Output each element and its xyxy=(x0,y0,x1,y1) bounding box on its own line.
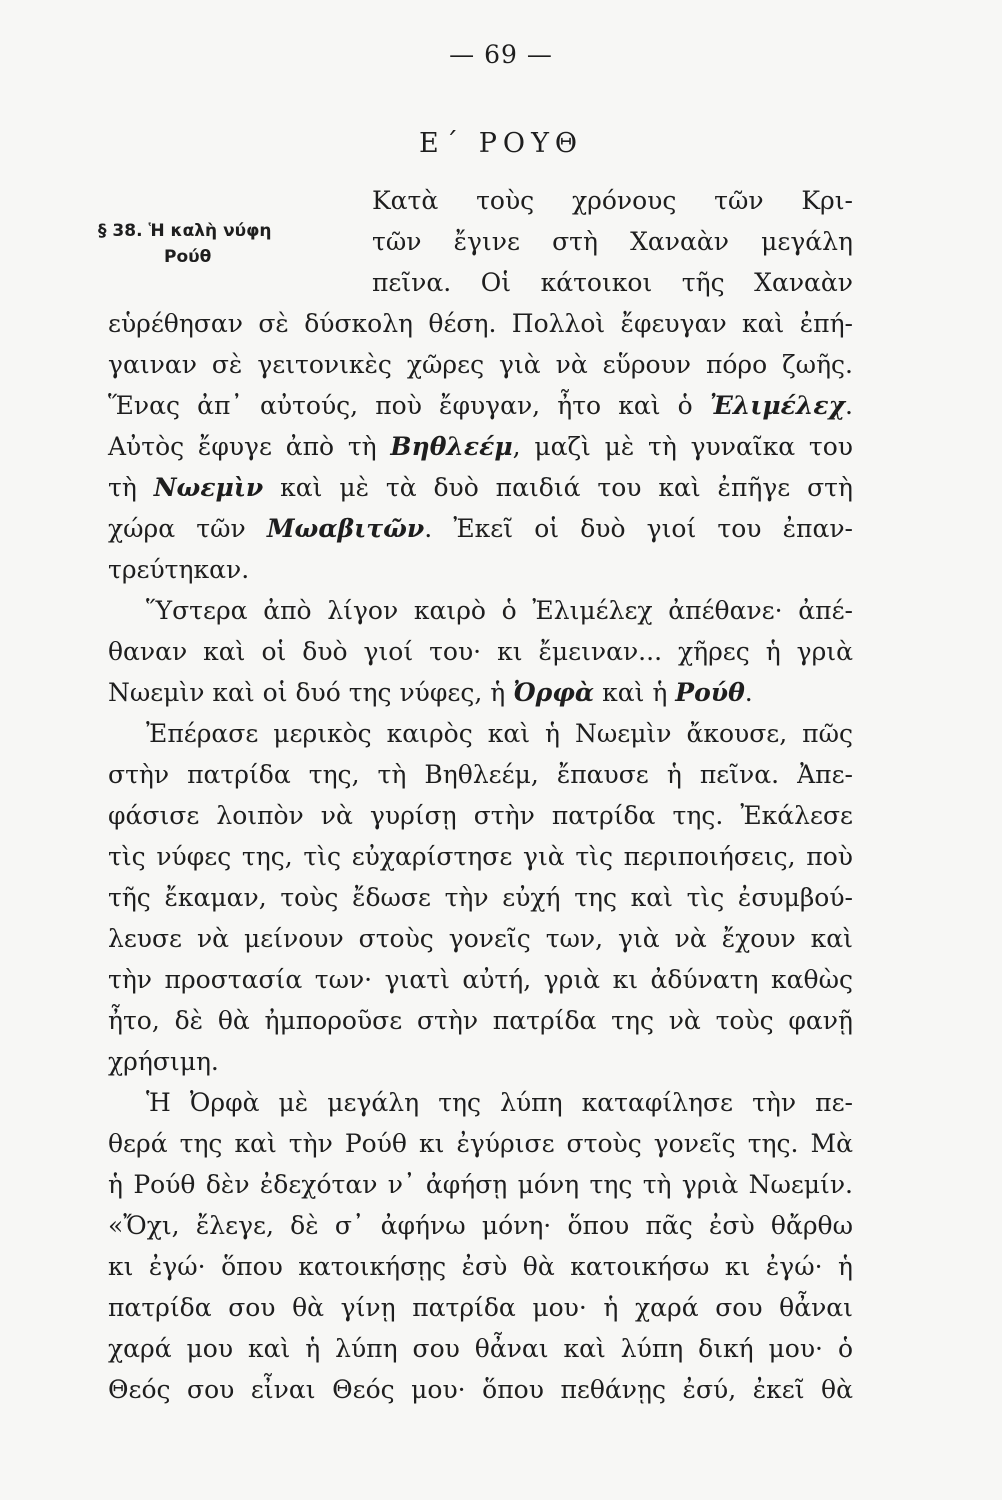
proper-name: Βηθλεέμ xyxy=(390,432,513,461)
text-segment: χρήσιμη. xyxy=(108,1047,219,1076)
page-number: — 69 — xyxy=(449,40,553,69)
text-line xyxy=(108,672,853,713)
text-segment: Ἐπέρασε μερικὸς καιρὸς καὶ ἡ Νωεμὶν ἄκουσε, πῶς xyxy=(146,719,853,748)
text-line xyxy=(108,1123,853,1164)
text-segment: ἡ Ρούθ δὲν ἐδεχόταν ν᾽ ἀφήσῃ μόνη της τὴ γριὰ Νωεμίν. xyxy=(108,1170,853,1199)
text-segment: τρεύτηκαν. xyxy=(108,555,250,584)
text-line xyxy=(108,1000,853,1041)
text-line xyxy=(108,303,853,344)
text-segment: . xyxy=(744,678,753,707)
text-segment: καὶ ἡ xyxy=(594,678,676,707)
intro-line: πεῖνα. Οἱ κάτοικοι τῆς Χαναὰν xyxy=(372,268,853,297)
text-segment: Θεός σου εἶναι Θεός μου· ὅπου πεθάνῃς ἐσύ, ἐκεῖ θὰ xyxy=(108,1375,853,1404)
section-heading xyxy=(98,218,368,270)
proper-name: Ὀρφὰ xyxy=(513,678,595,707)
text-line xyxy=(108,549,853,590)
text-segment: Νωεμὶν καὶ οἱ δυό της νύφες, ἡ xyxy=(108,678,514,707)
text-segment: γαιναν σὲ γειτονικὲς χῶρες γιὰ νὰ εὕρουν πόρο ζωῆς. xyxy=(108,350,853,379)
intro-paragraph xyxy=(372,180,853,303)
text-line xyxy=(108,344,853,385)
text-segment: φάσισε λοιπὸν νὰ γυρίσῃ στὴν πατρίδα της. Ἐκάλεσε xyxy=(108,801,853,830)
text-line xyxy=(108,754,853,795)
text-segment: πατρίδα σου θὰ γίνῃ πατρίδα μου· ἡ χαρά σου θἆναι xyxy=(108,1293,853,1322)
text-line xyxy=(108,1205,853,1246)
text-segment: τὴν προστασία των· γιατὶ αὐτή, γριὰ κι ἀδύνατη καθὼς xyxy=(108,965,853,994)
intro-line: τῶν ἔγινε στὴ Χαναὰν μεγάλη xyxy=(372,227,853,256)
text-segment: κι ἐγώ· ὅπου κατοικήσῃς ἐσὺ θὰ κατοικήσω κι ἐγώ· ἡ xyxy=(108,1252,853,1281)
proper-name: Νωεμὶν xyxy=(153,473,264,502)
text-segment: χώρα τῶν xyxy=(108,514,267,543)
text-segment: Ἕνας ἀπ᾽ αὐτούς, ποὺ ἔφυγαν, ἦτο καὶ ὁ xyxy=(108,391,710,420)
text-line xyxy=(108,1246,853,1287)
text-segment: χαρά μου καὶ ἡ λύπη σου θἆναι καὶ λύπη δική μου· ὁ xyxy=(108,1334,853,1363)
text-segment: . xyxy=(845,391,853,420)
text-segment: τὴ xyxy=(108,473,154,502)
text-line xyxy=(108,590,853,631)
text-line xyxy=(108,918,853,959)
text-segment: εὑρέθησαν σὲ δύσκολη θέση. Πολλοὶ ἔφευγαν καὶ ἐπή- xyxy=(108,309,853,338)
proper-name: Ἐλιμέλεχ xyxy=(709,391,846,420)
text-line xyxy=(108,1287,853,1328)
text-segment: θερά της καὶ τὴν Ρούθ κι ἐγύρισε στοὺς γονεῖς της. Μὰ xyxy=(108,1129,853,1158)
text-segment: καὶ μὲ τὰ δυὸ παιδιά του καὶ ἐπῆγε στὴ xyxy=(263,473,853,502)
text-segment: στὴν πατρίδα της, τὴ Βηθλεέμ, ἔπαυσε ἡ πεῖνα. Ἀπε- xyxy=(108,760,853,789)
text-segment: λευσε νὰ μείνουν στοὺς γονεῖς των, γιὰ νὰ ἔχουν καὶ xyxy=(108,924,853,953)
body-text xyxy=(108,303,853,1410)
section-heading-line-2: Ρούθ xyxy=(164,247,212,267)
text-segment: . Ἐκεῖ οἱ δυὸ γιοί του ἐπαν- xyxy=(424,514,854,543)
text-segment: ἦτο, δὲ θὰ ἠμποροῦσε στὴν πατρίδα της νὰ τοὺς φανῇ xyxy=(108,1006,853,1035)
text-segment: , μαζὶ μὲ τὴ γυναῖκα του xyxy=(512,432,853,461)
text-line xyxy=(108,1164,853,1205)
text-line xyxy=(108,959,853,1000)
text-segment: Αὐτὸς ἔφυγε ἀπὸ τὴ xyxy=(108,432,391,461)
text-line xyxy=(108,426,853,467)
text-line xyxy=(108,1369,853,1410)
text-line xyxy=(108,836,853,877)
text-line xyxy=(108,1328,853,1369)
proper-name: Μωαβιτῶν xyxy=(266,514,425,543)
text-line xyxy=(108,1041,853,1082)
text-segment: «Ὄχι, ἔλεγε, δὲ σ᾽ ἀφήνω μόνη· ὅπου πᾶς ἐσὺ θἄρθω xyxy=(108,1211,853,1240)
proper-name: Ρούθ xyxy=(675,678,745,707)
text-line xyxy=(108,795,853,836)
text-line xyxy=(108,385,853,426)
text-line xyxy=(108,508,853,549)
intro-line: Κατὰ τοὺς χρόνους τῶν Κρι- xyxy=(372,186,853,215)
text-line xyxy=(108,1082,853,1123)
text-line xyxy=(108,877,853,918)
text-line xyxy=(108,467,853,508)
text-segment: Ἡ Ὀρφὰ μὲ μεγάλη της λύπη καταφίλησε τὴν πε- xyxy=(146,1088,853,1117)
text-segment: θαναν καὶ οἱ δυὸ γιοί του· κι ἔμειναν... χῆρες ἡ γριὰ xyxy=(108,637,853,666)
text-segment: τῆς ἔκαμαν, τοὺς ἔδωσε τὴν εὐχή της καὶ τὶς ἐσυμβού- xyxy=(108,883,853,912)
text-line xyxy=(108,713,853,754)
text-segment: Ὕστερα ἀπὸ λίγον καιρὸ ὁ Ἐλιμέλεχ ἀπέθανε· ἀπέ- xyxy=(146,596,853,625)
section-heading-line-1: § 38. Ἡ καλὴ νύφη xyxy=(98,221,272,241)
text-line xyxy=(108,631,853,672)
chapter-title: Ε΄ ΡΟΥΘ xyxy=(418,128,584,159)
text-segment: τὶς νύφες της, τὶς εὐχαρίστησε γιὰ τὶς περιποιήσεις, ποὺ xyxy=(108,842,853,871)
